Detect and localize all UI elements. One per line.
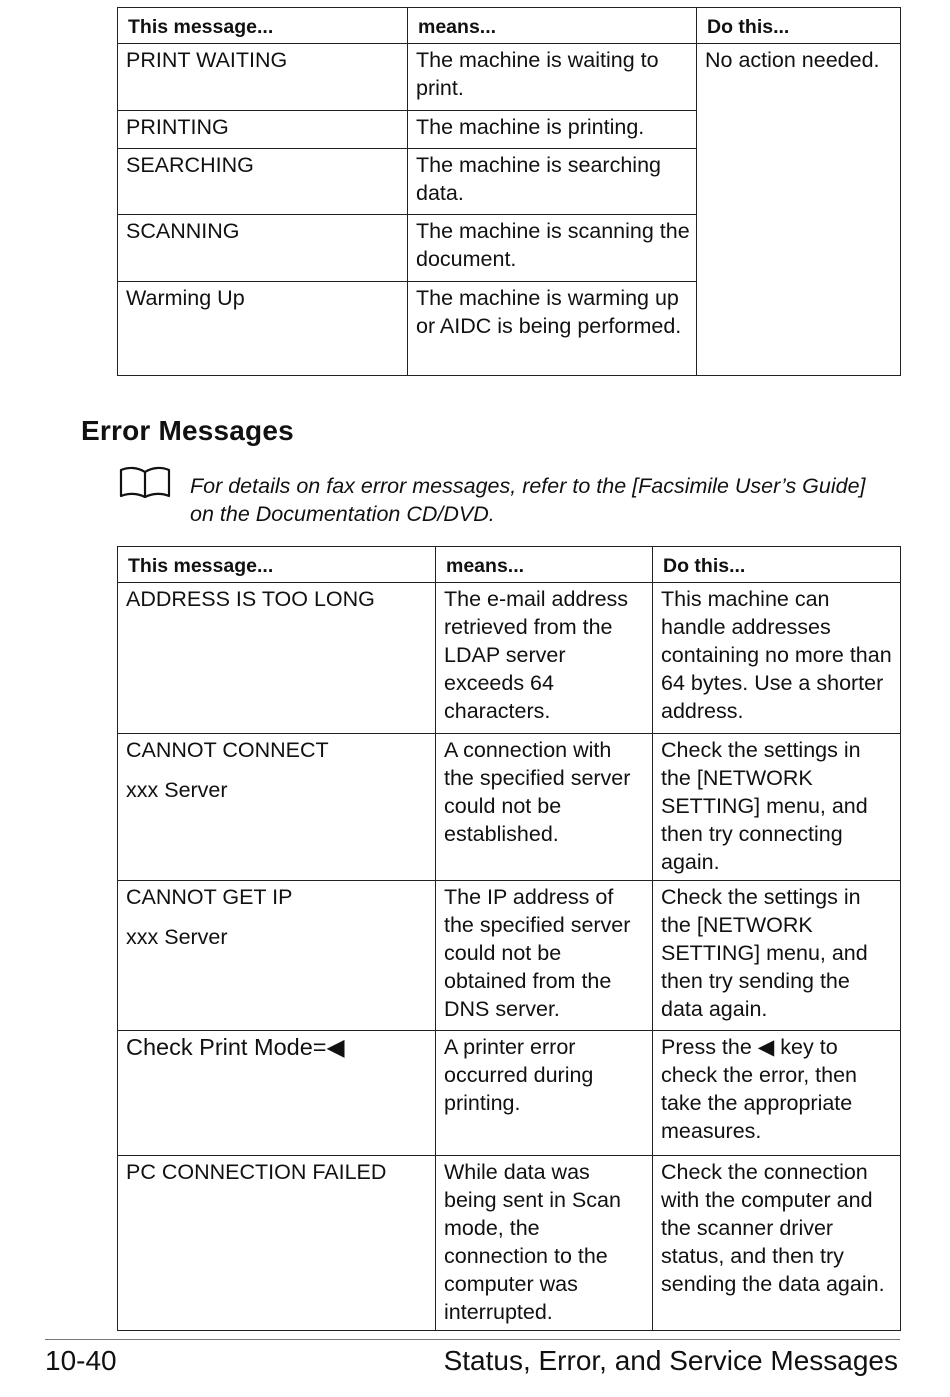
column-header-message: This message... (118, 547, 436, 583)
table-row (118, 734, 901, 881)
means-cell: A connection with the specified server could not be established. (436, 734, 653, 881)
message-cell (118, 881, 436, 1031)
table-row (118, 44, 901, 111)
action-cell: Check the settings in the [NETWORK SETTING] menu, and then try connecting again. (653, 734, 901, 881)
means-cell: The machine is waiting to print. (408, 44, 697, 111)
message-cell: PRINT WAITING (118, 44, 408, 111)
column-header-means: means... (408, 8, 697, 44)
action-cell: This machine can handle addresses containing no more than 64 bytes. Use a shorter address. (653, 583, 901, 734)
table-header-row (118, 547, 901, 583)
table-row (118, 881, 901, 1031)
message-cell: SCANNING (118, 215, 408, 282)
message-cell (118, 1156, 436, 1331)
means-cell: The IP address of the specified server could not be obtained from the DNS server. (436, 881, 653, 1031)
means-cell: The machine is printing. (408, 111, 697, 149)
table-row (118, 583, 901, 734)
table-row (118, 1031, 901, 1156)
message-text: Check Print Mode=◀ (126, 1034, 345, 1060)
action-cell: Check the settings in the [NETWORK SETTING] menu, and then try sending the data again. (653, 881, 901, 1031)
column-header-message: This message... (118, 8, 408, 44)
table-header-row (118, 8, 901, 44)
status-message-table (117, 7, 901, 376)
message-cell (118, 734, 436, 881)
message-cell (118, 583, 436, 734)
message-subtext: xxx Server (126, 778, 228, 802)
action-cell: No action needed. (697, 44, 901, 376)
message-text: CANNOT GET IP (126, 885, 293, 909)
column-header-means: means... (436, 547, 653, 583)
note-text: For details on fax error messages, refer to the [Facsimile User’s Guide] on the Documentation CD/DVD. (190, 474, 866, 526)
column-header-action: Do this... (697, 8, 901, 44)
message-cell: SEARCHING (118, 149, 408, 215)
message-cell (118, 1031, 436, 1156)
section-heading: Error Messages (81, 415, 294, 446)
error-message-table (117, 546, 901, 1331)
footer-chapter-title: Status, Error, and Service Messages (443, 1345, 898, 1376)
means-cell: A printer error occurred during printing. (436, 1031, 653, 1156)
message-subtext: xxx Server (126, 925, 228, 949)
column-header-action: Do this... (653, 547, 901, 583)
open-book-icon (118, 466, 172, 500)
action-cell: Press the ◀ key to check the error, then take the appropriate measures. (653, 1031, 901, 1156)
action-cell: Check the connection with the computer and the scanner driver status, and then try sending the data again. (653, 1156, 901, 1331)
message-text: CANNOT CONNECT (126, 738, 329, 762)
message-cell: Warming Up (118, 282, 408, 376)
means-cell: The e-mail address retrieved from the LDAP server exceeds 64 characters. (436, 583, 653, 734)
means-cell: The machine is warming up or AIDC is being performed. (408, 282, 697, 376)
message-text: ADDRESS IS TOO LONG (126, 587, 375, 611)
message-cell: PRINTING (118, 111, 408, 149)
table-row (118, 1156, 901, 1331)
means-cell: The machine is searching data. (408, 149, 697, 215)
means-cell: The machine is scanning the document. (408, 215, 697, 282)
page-number: 10-40 (45, 1345, 117, 1376)
means-cell: While data was being sent in Scan mode, the connection to the computer was interrupted. (436, 1156, 653, 1331)
footer-divider (45, 1339, 900, 1340)
message-text: PC CONNECTION FAILED (126, 1160, 387, 1184)
